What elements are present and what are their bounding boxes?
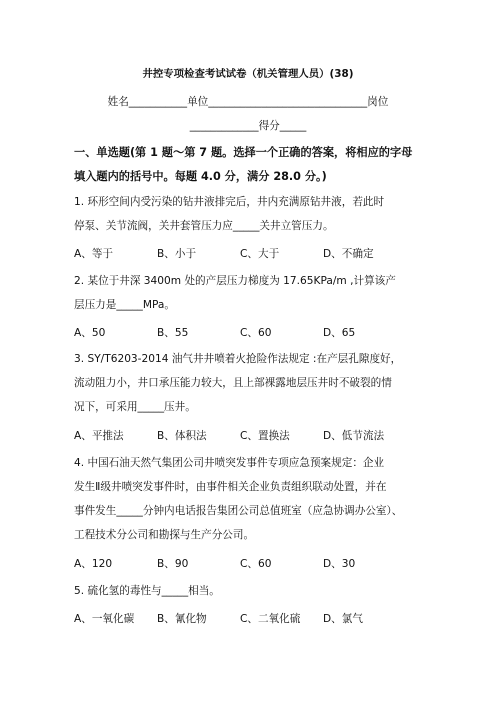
option-a: A、平推法: [74, 430, 124, 442]
question-5-options: [74, 612, 434, 626]
option-c: C、置换法: [240, 430, 290, 442]
option-b: B、90: [157, 558, 189, 570]
question-3-options: [74, 429, 434, 443]
question-4-line-2: 发生Ⅱ级井喷突发事件时，由事件相关企业负责组织联动处置，并在: [74, 481, 387, 493]
question-5-line-1: 5. 硫化氢的毒性与_____相当。: [74, 585, 220, 597]
option-c: C、二氧化硫: [240, 613, 301, 625]
question-1-line-2: 停泵、关节流阀，关井套管压力应_____关井立管压力。: [74, 220, 334, 232]
header-fields-line-1: 姓名___________单位______________________________岗位: [107, 96, 389, 108]
option-b: B、小于: [157, 248, 197, 260]
option-b: B、55: [157, 327, 189, 339]
page-title: 井控专项检查考试试卷（机关管理人员）(38): [142, 68, 354, 80]
question-3-line-2: 流动阻力小，井口承压能力较大，且上部裸露地层压井时不破裂的情: [74, 377, 392, 389]
option-a: A、一氧化碳: [74, 613, 135, 625]
question-4-options: [74, 557, 434, 571]
option-d: D、不确定: [323, 248, 374, 260]
question-1-options: [74, 247, 434, 261]
question-4-line-3: 事件发生_____分钟内电话报告集团公司总值班室（应急协调办公室）、: [74, 505, 403, 517]
question-2-line-1: 2. 某位于井深 3400m 处的产层压力梯度为 17.65KPa/m ,计算该产: [74, 275, 396, 287]
option-b: B、氰化物: [157, 613, 207, 625]
section-heading-line-1: 一、单选题(第 1 题～第 7 题。选择一个正确的答案，将相应的字母: [74, 146, 413, 159]
option-d: D、氯气: [323, 613, 363, 625]
question-3-line-3: 况下，可采用_____压井。: [74, 401, 196, 413]
option-a: A、50: [74, 327, 106, 339]
option-c: C、60: [240, 327, 272, 339]
option-c: C、60: [240, 558, 272, 570]
question-4-line-4: 工程技术分公司和勘探与生产分公司。: [74, 529, 255, 541]
question-3-line-1: 3. SY/T6203-2014 油气井井喷着火抢险作法规定 :在产层孔隙度好，: [74, 353, 402, 365]
question-2-options: [74, 326, 434, 340]
option-d: D、65: [323, 327, 356, 339]
question-2-line-2: 层压力是_____MPa。: [74, 299, 175, 311]
header-fields-line-2: _____________得分_____: [189, 120, 307, 132]
section-heading-line-2: 填入题内的括号中。每题 4.0 分，满分 28.0 分。): [74, 170, 327, 183]
question-4-line-1: 4. 中国石油天然气集团公司井喷突发事件专项应急预案规定：企业: [74, 457, 385, 469]
option-d: D、低节流法: [323, 430, 385, 442]
question-1-line-1: 1. 环形空间内受污染的钻井液排完后，井内充满原钻井液，若此时: [74, 196, 385, 208]
option-a: A、120: [74, 558, 113, 570]
option-d: D、30: [323, 558, 356, 570]
option-c: C、大于: [240, 248, 280, 260]
option-a: A、等于: [74, 248, 114, 260]
option-b: B、体积法: [157, 430, 207, 442]
